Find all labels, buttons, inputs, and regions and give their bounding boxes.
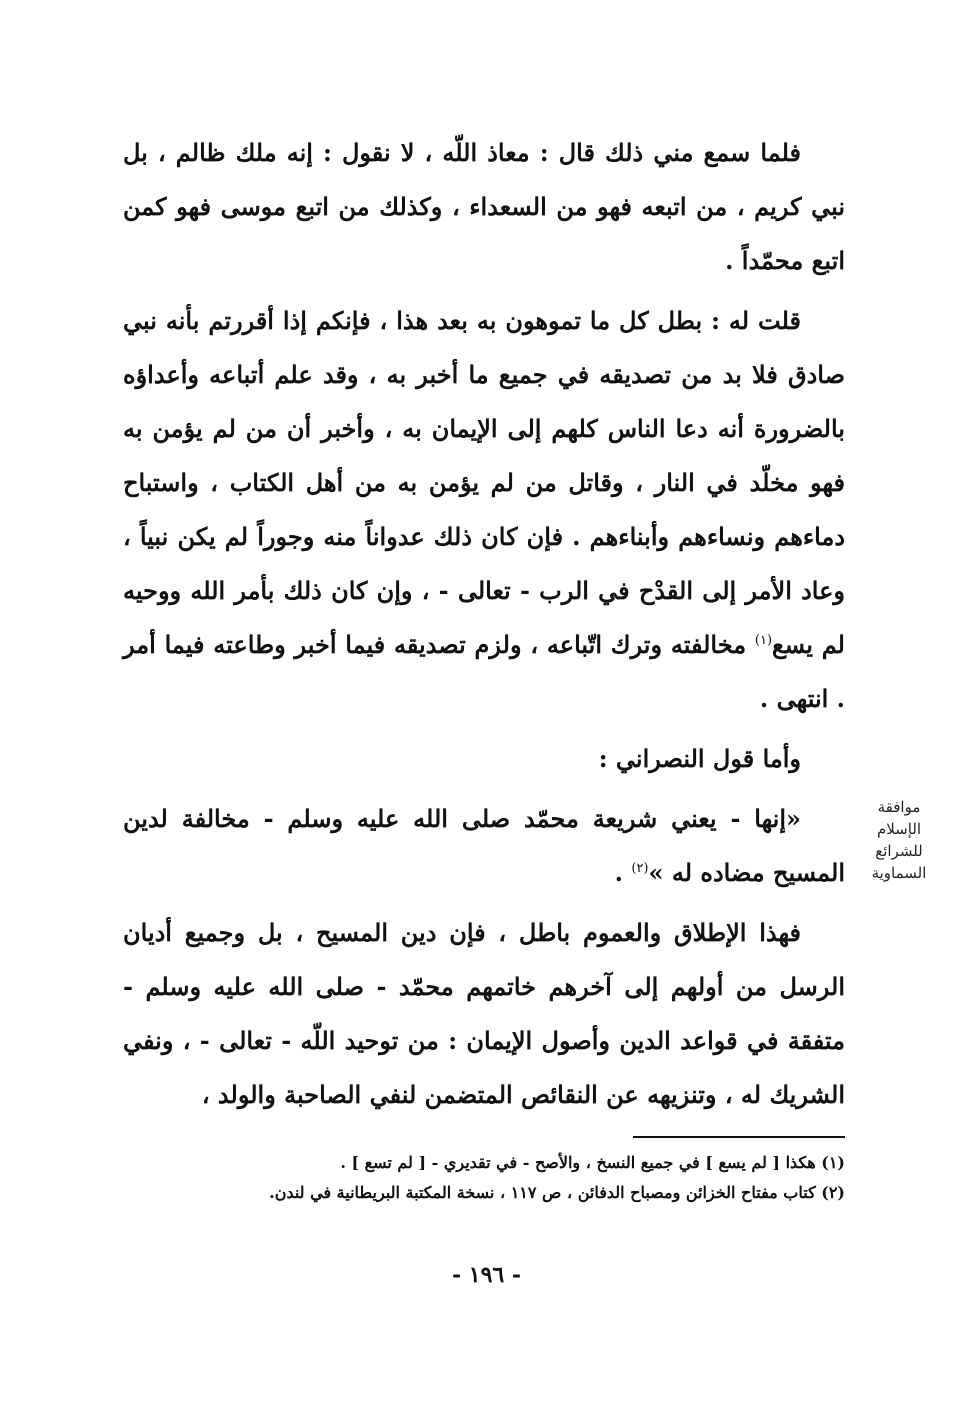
- footnote-1: (١) هكذا [ لم يسع ] في جميع النسخ ، والأصح - في تقديري - [ لم تسع ] .: [340, 1153, 845, 1172]
- quote-text: «إنها - يعني شريعة محمّد صلى الله عليه وسلم - مخالفة لدين المسيح مضاده له »: [123, 804, 845, 887]
- main-text: [123, 126, 845, 1122]
- quote-paragraph: [123, 792, 845, 900]
- paragraph-1: فلما سمع مني ذلك قال : معاذ اللّه ، لا نقول : إنه ملك ظالم ، بل نبي كريم ، من اتبعه فهو من السعداء ، وكذلك من اتبع موسى فهو كمن اتبع محمّداً .: [123, 138, 845, 275]
- margin-note-line: السماوية: [871, 864, 927, 882]
- paragraph-2: [123, 294, 845, 726]
- paragraph-5: فهذا الإطلاق والعموم باطل ، فإن دين المسيح ، بل وجميع أديان الرسل من أولهم إلى آخرهم خاتمهم محمّد - صلى الله عليه وسلم - متفقة في قواعد الدين وأصول الإيمان : من توحيد اللّه - تعالى - ، ونفي الشريك له ، وتنزيهه عن النقائص المتضمن لنفي الصاحبة والولد ،: [123, 918, 845, 1109]
- footnote-2: (٢) كتاب مفتاح الخزائن ومصباح الدفائن ، ص ١١٧ ، نسخة المكتبة البريطانية في لندن.: [269, 1183, 845, 1202]
- paragraph-2-tail: مخالفته وترك اتّباعه ، ولزم تصديقه فيما أخبر وطاعته فيما أمر . انتهى .: [123, 630, 845, 713]
- margin-note-line: للشرائع: [875, 842, 923, 860]
- paragraph-2-text: قلت له : بطل كل ما تموهون به بعد هذا ، فإنكم إذا أقررتم بأنه نبي صادق فلا بد من تصديقه في جميع ما أخبر به ، وقد علم أتباعه وأعداؤه بالضرورة أنه دعا الناس كلهم إلى الإيمان به ، وأخبر أن من لم يؤمن به فهو مخلّد في النار ، وقاتل من لم يؤمن به من أهل الكتاب ، واستباح دماءهم ونساءهم وأبناءهم . فإن كان ذلك عدواناً منه وجوراً لم يكن نبياً ، وعاد الأمر إلى القدْح في الرب - تعالى - ، وإن كان ذلك بأمر الله ووحيه لم يسع: [123, 306, 845, 659]
- margin-note: [857, 796, 941, 884]
- footnotes: [123, 1148, 845, 1208]
- paragraph-3: وأما قول النصراني :: [598, 744, 801, 773]
- page-number: - ١٩٦ -: [451, 1262, 522, 1288]
- margin-note-line: الإسلام: [876, 820, 922, 838]
- margin-note-line: موافقة: [877, 798, 921, 816]
- footnote-ref-1: (١): [754, 633, 773, 648]
- footnote-divider: [633, 1136, 845, 1138]
- quote-end: .: [614, 858, 632, 887]
- footnote-ref-2: (٢): [631, 861, 649, 876]
